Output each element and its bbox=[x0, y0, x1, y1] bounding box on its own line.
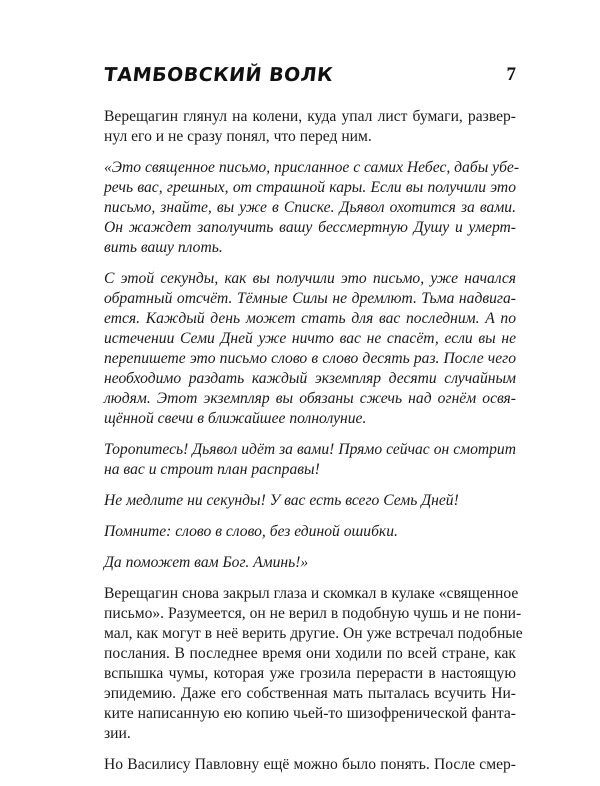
page-number: 7 bbox=[506, 64, 516, 85]
text-line: Но Василису Павловну ещё можно было понять. После смер- bbox=[104, 756, 516, 773]
text-line: нул его и не сразу понял, что перед ним. bbox=[104, 128, 372, 145]
text-line: Да поможет вам Бог. Аминь!» bbox=[104, 554, 309, 571]
letter-paragraph bbox=[104, 158, 520, 258]
text-line: вспышка чумы, которая уже грозила перерасти в настоящую bbox=[104, 665, 516, 682]
text-line: на вас и строит план расправы! bbox=[104, 461, 320, 478]
text-line: С этой секунды, как вы получили это письмо, уже начался bbox=[104, 270, 516, 287]
text-line: перепишете это письмо слово в слово десять раз. После чего bbox=[104, 350, 516, 367]
text-line: письмо». Разумеется, он не верил в подобную чушь и не пони- bbox=[104, 605, 522, 622]
book-title: ТАМБОВСКИЙ ВОЛК bbox=[102, 64, 335, 86]
text-line: эпидемию. Даже его собственная мать пыталась всучить Ни- bbox=[104, 685, 516, 702]
text-line: обратный отсчёт. Тёмные Силы не дремлют. Тьма надвига- bbox=[104, 290, 516, 307]
text-line: ется. Каждый день может стать для вас последним. А по bbox=[104, 310, 516, 327]
text-line: Он жаждет заполучить вашу бессмертную Душу и умерт- bbox=[104, 219, 516, 236]
paragraph bbox=[104, 584, 523, 744]
letter-paragraph bbox=[104, 553, 516, 573]
body-text bbox=[104, 107, 523, 786]
text-line: Верещагин глянул на колени, куда упал лист бумаги, развер- bbox=[104, 108, 516, 125]
text-line: письмо, знайте, вы уже в Списке. Дьявол охотится за вами. bbox=[104, 199, 516, 216]
text-line: зии. bbox=[104, 725, 131, 742]
text-line: Торопитесь! Дьявол идёт за вами! Прямо сейчас он смотрит bbox=[104, 441, 516, 458]
text-line: истечении Семи Дней уже ничто вас не спасёт, если вы не bbox=[104, 330, 516, 347]
paragraph bbox=[104, 755, 516, 775]
text-line: послания. В последнее время они ходили по всей стране, как bbox=[104, 645, 516, 662]
letter-paragraph bbox=[104, 522, 516, 542]
text-line: мал, как могут в неё верить другие. Он уже встречал подобные bbox=[104, 625, 523, 642]
text-line: необходимо раздать каждый экземпляр десяти случайным bbox=[104, 370, 516, 387]
text-line: Помните: слово в слово, без единой ошибки. bbox=[104, 523, 398, 540]
text-line: речь вас, грешных, от страшной кары. Если вы получили это bbox=[104, 179, 516, 196]
paragraph bbox=[104, 107, 516, 147]
text-line: щённой свечи в ближайшее полнолуние. bbox=[104, 410, 367, 427]
letter-paragraph bbox=[104, 269, 516, 429]
text-line: вить вашу плоть. bbox=[104, 239, 223, 256]
text-line: ките написанную ею копию чьей-то шизофренической фанта- bbox=[104, 705, 516, 722]
text-line: «Это священное письмо, присланное с самих Небес, дабы убе- bbox=[104, 159, 520, 176]
letter-paragraph bbox=[104, 440, 516, 480]
letter-paragraph bbox=[104, 491, 516, 511]
text-line: людям. Этот экземпляр вы обязаны сжечь над огнём освя- bbox=[104, 390, 516, 407]
text-line: Верещагин снова закрыл глаза и скомкал в кулаке «священное bbox=[104, 585, 519, 602]
text-line: Не медлите ни секунды! У вас есть всего Семь Дней! bbox=[104, 492, 459, 509]
running-head bbox=[104, 64, 516, 90]
